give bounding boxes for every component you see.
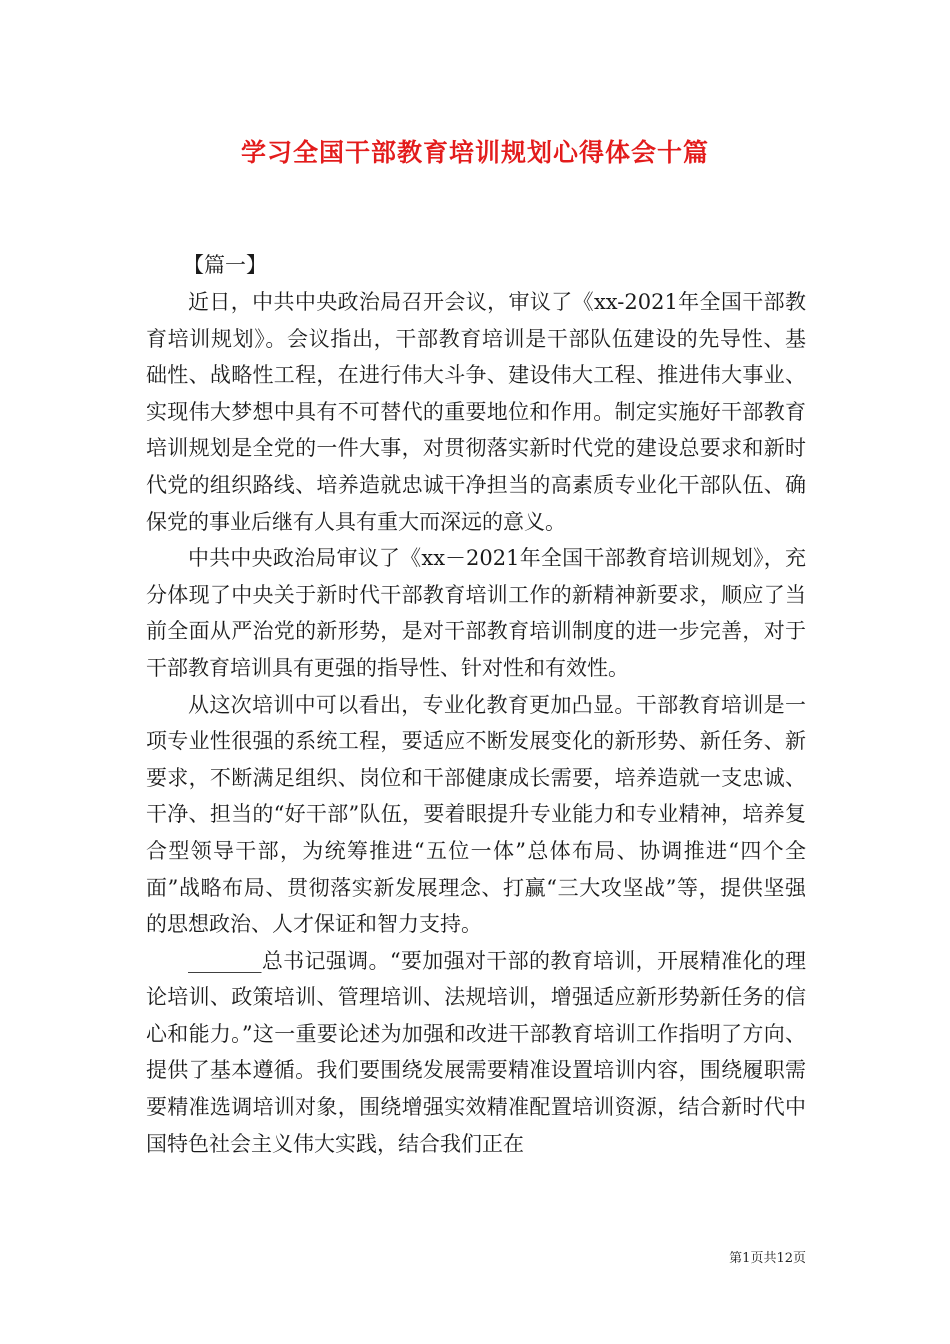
document-title: 学习全国干部教育培训规划心得体会十篇 <box>240 138 709 167</box>
section-heading: 【篇一】 <box>183 253 267 277</box>
paragraph-2: 中共中央政治局审议了《xx－2021年全国干部教育培训规划》，充分体现了中央关于新时代干部教育培训工作的新精神新要求，顺应了当前全面从严治党的新形势，是对干部教育培训制度的进一步完善，对于干部教育培训具有更强的指导性、针对性和有效性。 <box>146 546 806 680</box>
paragraph-1: 近日，中共中央政治局召开会议，审议了《xx-2021年全国干部教育培训规划》。会议指出，干部教育培训是干部队伍建设的先导性、基础性、战略性工程，在进行伟大斗争、建设伟大工程、推进伟大事业、实现伟大梦想中具有不可替代的重要地位和作用。制定实施好干部教育培训规划是全党的一件大事，对贯彻落实新时代党的建设总要求和新时代党的组织路线、培养造就忠诚干净担当的高素质专业化干部队伍、确保党的事业后继有人具有重大而深远的意义。 <box>146 290 806 534</box>
paragraph-4: _______总书记强调。“要加强对干部的教育培训，开展精准化的理论培训、政策培训、管理培训、法规培训，增强适应新形势新任务的信心和能力。”这一重要论述为加强和改进干部教育培训工作指明了方向、提供了基本遵循。我们要围绕发展需要精准设置培训内容，围绕履职需要精准选调培训对象，围绕增强实效精准配置培训资源，结合新时代中国特色社会主义伟大实践，结合我们正在 <box>146 948 806 1156</box>
paragraph-3: 从这次培训中可以看出，专业化教育更加凸显。干部教育培训是一项专业性很强的系统工程，要适应不断发展变化的新形势、新任务、新要求，不断满足组织、岗位和干部健康成长需要，培养造就一支忠诚、干净、担当的“好干部”队伍，要着眼提升专业能力和专业精神，培养复合型领导干部，为统筹推进“五位一体”总体布局、协调推进“四个全面”战略布局、贯彻落实新发展理念、打赢“三大攻坚战”等，提供坚强的思想政治、人才保证和智力支持。 <box>146 692 806 937</box>
page-number-footer: 第1页共12页 <box>729 1251 806 1266</box>
document-body <box>146 284 806 1162</box>
